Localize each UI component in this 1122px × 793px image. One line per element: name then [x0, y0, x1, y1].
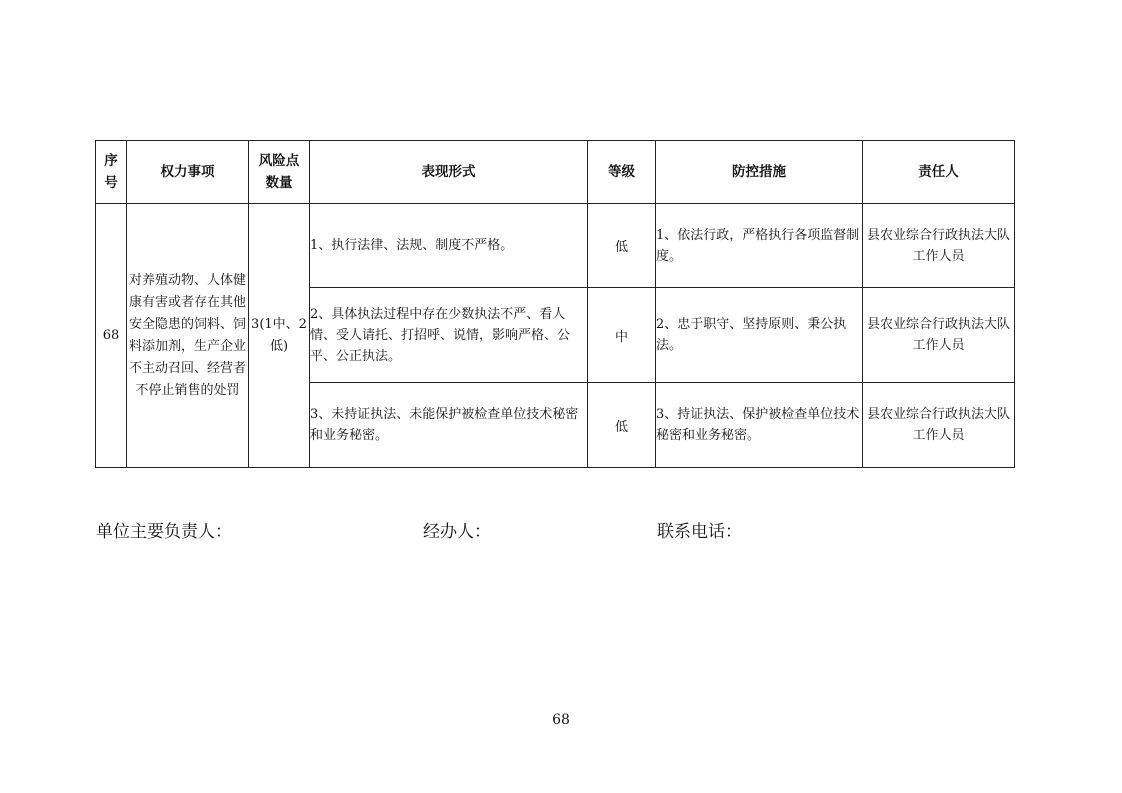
header-risk-count-line1: 风险点	[258, 153, 300, 169]
responsible-cell: 县农业综合行政执法大队工作人员	[863, 204, 1015, 288]
measure-cell: 1、依法行政，严格执行各项监督制度。	[656, 204, 863, 288]
responsible-cell: 县农业综合行政执法大队工作人员	[863, 383, 1015, 468]
header-responsible: 责任人	[863, 141, 1015, 204]
risk-count-cell: 3(1中、2低)	[249, 204, 310, 468]
risk-table	[95, 140, 1015, 468]
table-row	[96, 204, 1015, 288]
header-level: 等级	[588, 141, 656, 204]
power-item-cell: 对养殖动物、人体健康有害或者存在其他安全隐患的饲料、饲料添加剂，生产企业不主动召回、经营者不停止销售的处罚	[127, 204, 249, 468]
handler-label: 经办人：	[423, 522, 491, 542]
manifestation-cell: 1、执行法律、法规、制度不严格。	[310, 204, 588, 288]
table-header-row	[96, 141, 1015, 204]
measure-cell: 3、持证执法、保护被检查单位技术秘密和业务秘密。	[656, 383, 863, 468]
header-risk-count-line2: 数量	[265, 175, 293, 191]
measure-cell: 2、忠于职守、坚持原则、秉公执法。	[656, 288, 863, 383]
header-seq	[96, 141, 127, 204]
header-manifestation: 表现形式	[310, 141, 588, 204]
level-cell: 低	[588, 204, 656, 288]
responsible-cell: 县农业综合行政执法大队工作人员	[863, 288, 1015, 383]
header-power-item: 权力事项	[127, 141, 249, 204]
header-seq-line1: 序	[104, 153, 118, 169]
manifestation-cell: 3、未持证执法、未能保护被检查单位技术秘密和业务秘密。	[310, 383, 588, 468]
seq-cell: 68	[96, 204, 127, 468]
level-cell: 中	[588, 288, 656, 383]
unit-head-label: 单位主要负责人：	[96, 522, 232, 542]
phone-label: 联系电话：	[657, 522, 742, 542]
page-number: 68	[552, 712, 570, 728]
manifestation-cell: 2、具体执法过程中存在少数执法不严、看人情、受人请托、打招呼、说情，影响严格、公平、公正执法。	[310, 288, 588, 383]
header-seq-line2: 号	[104, 175, 118, 191]
header-measures: 防控措施	[656, 141, 863, 204]
header-risk-count	[249, 141, 310, 204]
level-cell: 低	[588, 383, 656, 468]
